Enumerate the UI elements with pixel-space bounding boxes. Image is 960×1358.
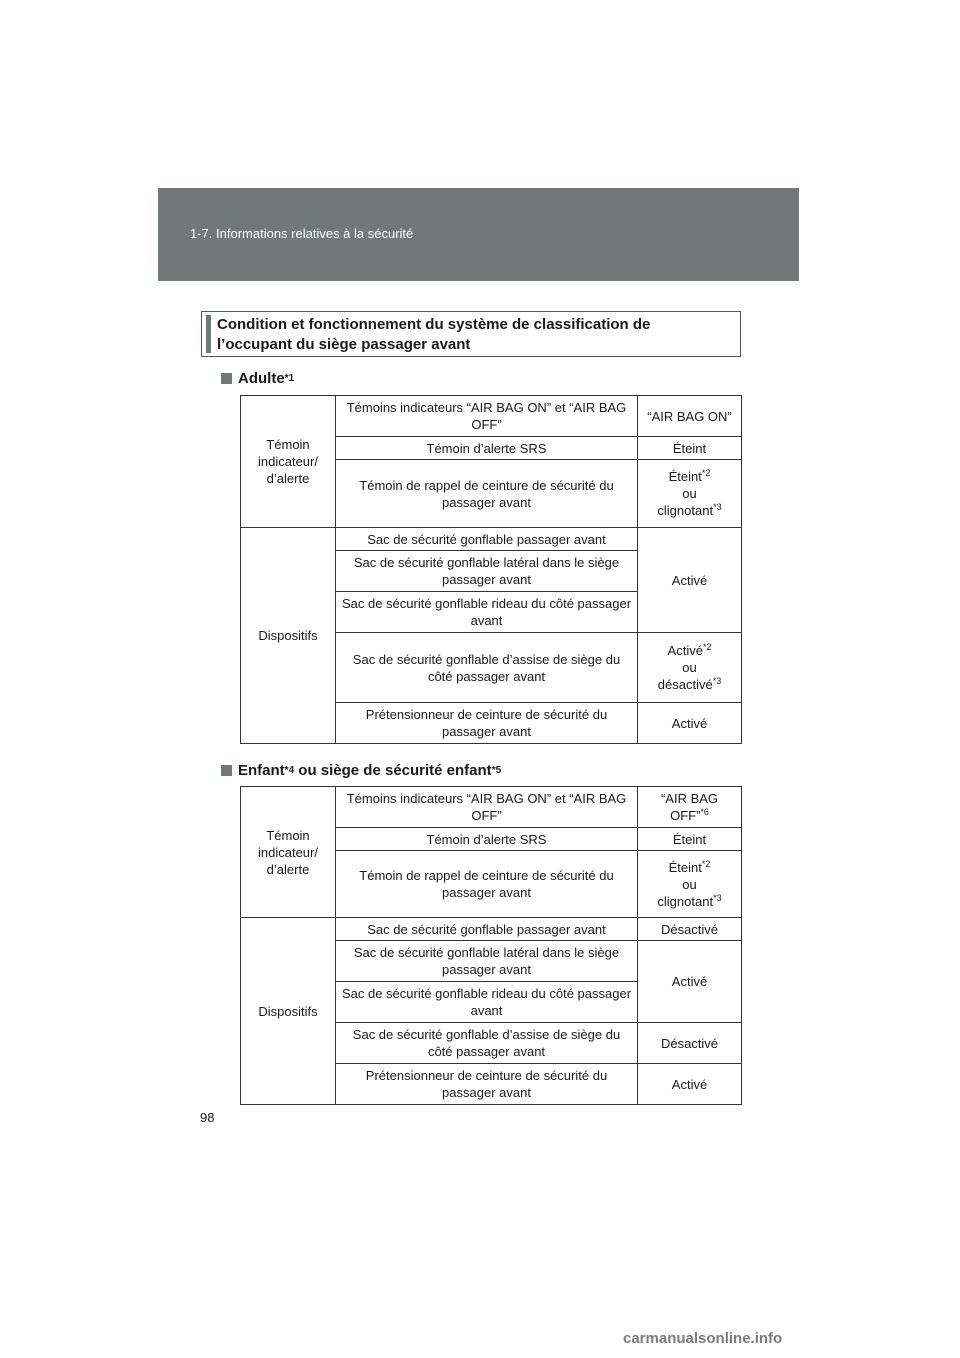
row-value: Éteint <box>638 828 742 851</box>
footnote-ref: *6 <box>700 807 709 817</box>
child-heading <box>221 762 501 779</box>
devices-category-cell: Dispositifs <box>241 528 336 744</box>
value-or: ou <box>682 876 697 892</box>
row-label: Sac de sécurité gonflable rideau du côté passager avant <box>336 982 638 1023</box>
watermark: carmanualsonline.info <box>623 1330 783 1347</box>
row-label: Témoin d’alerte SRS <box>336 828 638 851</box>
child-table <box>240 786 742 1105</box>
row-label: Témoin de rappel de ceinture de sécurité du passager avant <box>336 460 638 528</box>
table-row <box>241 787 742 828</box>
row-value: Désactivé <box>638 1023 742 1064</box>
indicator-category-cell: Témoin indicateur/ d’alerte <box>241 396 336 528</box>
devices-category-cell: Dispositifs <box>241 918 336 1105</box>
row-label: Prétensionneur de ceinture de sécurité du passager avant <box>336 1064 638 1105</box>
footnote-ref: *5 <box>491 765 502 776</box>
row-value: Activé <box>638 528 742 633</box>
section-title-line1: Condition et fonctionnement du système de classification de <box>217 316 651 333</box>
row-value-multi <box>638 851 742 918</box>
row-label: Témoin d’alerte SRS <box>336 437 638 460</box>
row-value: Activé <box>638 941 742 1023</box>
value-b: clignotant <box>657 893 714 909</box>
footnote-ref: *2 <box>702 642 712 652</box>
footnote-ref: *2 <box>701 858 711 869</box>
row-value-multi <box>638 633 742 703</box>
row-label: Témoins indicateurs “AIR BAG ON” et “AIR BAG OFF” <box>336 396 638 437</box>
footnote-ref: *4 <box>284 765 295 776</box>
value-a: Éteint <box>668 859 702 875</box>
page-number: 98 <box>200 1110 215 1125</box>
row-label: Sac de sécurité gonflable d’assise de siège du côté passager avant <box>336 1023 638 1064</box>
section-title <box>217 315 736 355</box>
value-a: Activé <box>667 643 703 658</box>
value-b: clignotant <box>657 503 714 518</box>
footnote-ref: *3 <box>713 892 722 903</box>
row-label: Sac de sécurité gonflable latéral dans le siège passager avant <box>336 551 638 592</box>
row-label: Sac de sécurité gonflable passager avant <box>336 528 638 551</box>
value-text: “AIR BAG OFF” <box>660 791 719 823</box>
chapter-header <box>158 188 799 281</box>
row-label: Sac de sécurité gonflable latéral dans le siège passager avant <box>336 941 638 982</box>
row-value-multi <box>638 460 742 528</box>
row-label: Sac de sécurité gonflable rideau du côté passager avant <box>336 592 638 633</box>
row-value: Éteint <box>638 437 742 460</box>
row-label: Prétensionneur de ceinture de sécurité du passager avant <box>336 703 638 744</box>
value-b: désactivé <box>657 677 713 692</box>
row-label: Témoin de rappel de ceinture de sécurité du passager avant <box>336 851 638 918</box>
title-accent-bar <box>206 315 211 353</box>
row-label: Sac de sécurité gonflable passager avant <box>336 918 638 941</box>
row-value: “AIR BAG ON” <box>638 396 742 437</box>
value-a: Éteint <box>668 469 702 484</box>
footnote-ref: *3 <box>712 676 722 686</box>
row-value <box>638 787 742 828</box>
child-heading-text-a: Enfant <box>238 762 285 779</box>
value-or: ou <box>682 486 697 501</box>
footnote-ref: *2 <box>701 468 711 478</box>
table-row <box>241 396 742 437</box>
row-value: Désactivé <box>638 918 742 941</box>
section-title-line2: l’occupant du siège passager avant <box>217 336 471 353</box>
square-bullet-icon <box>221 765 232 776</box>
child-heading-text-b: ou siège de sécurité enfant <box>294 762 492 779</box>
footnote-ref: *3 <box>713 502 722 512</box>
adult-table <box>240 395 742 744</box>
table-row <box>241 918 742 941</box>
adult-heading-text: Adulte <box>238 370 285 387</box>
square-bullet-icon <box>221 373 232 384</box>
indicator-category-cell: Témoin indicateur/ d’alerte <box>241 787 336 918</box>
table-row <box>241 528 742 551</box>
section-title-box <box>201 311 741 357</box>
row-value: Activé <box>638 703 742 744</box>
row-value: Activé <box>638 1064 742 1105</box>
chapter-title: 1-7. Informations relatives à la sécurité <box>190 226 414 241</box>
value-or: ou <box>682 660 697 675</box>
row-label: Témoins indicateurs “AIR BAG ON” et “AIR BAG OFF” <box>336 787 638 828</box>
footnote-ref: *1 <box>284 373 295 384</box>
adult-heading <box>221 370 294 387</box>
row-label: Sac de sécurité gonflable d’assise de siège du côté passager avant <box>336 633 638 703</box>
